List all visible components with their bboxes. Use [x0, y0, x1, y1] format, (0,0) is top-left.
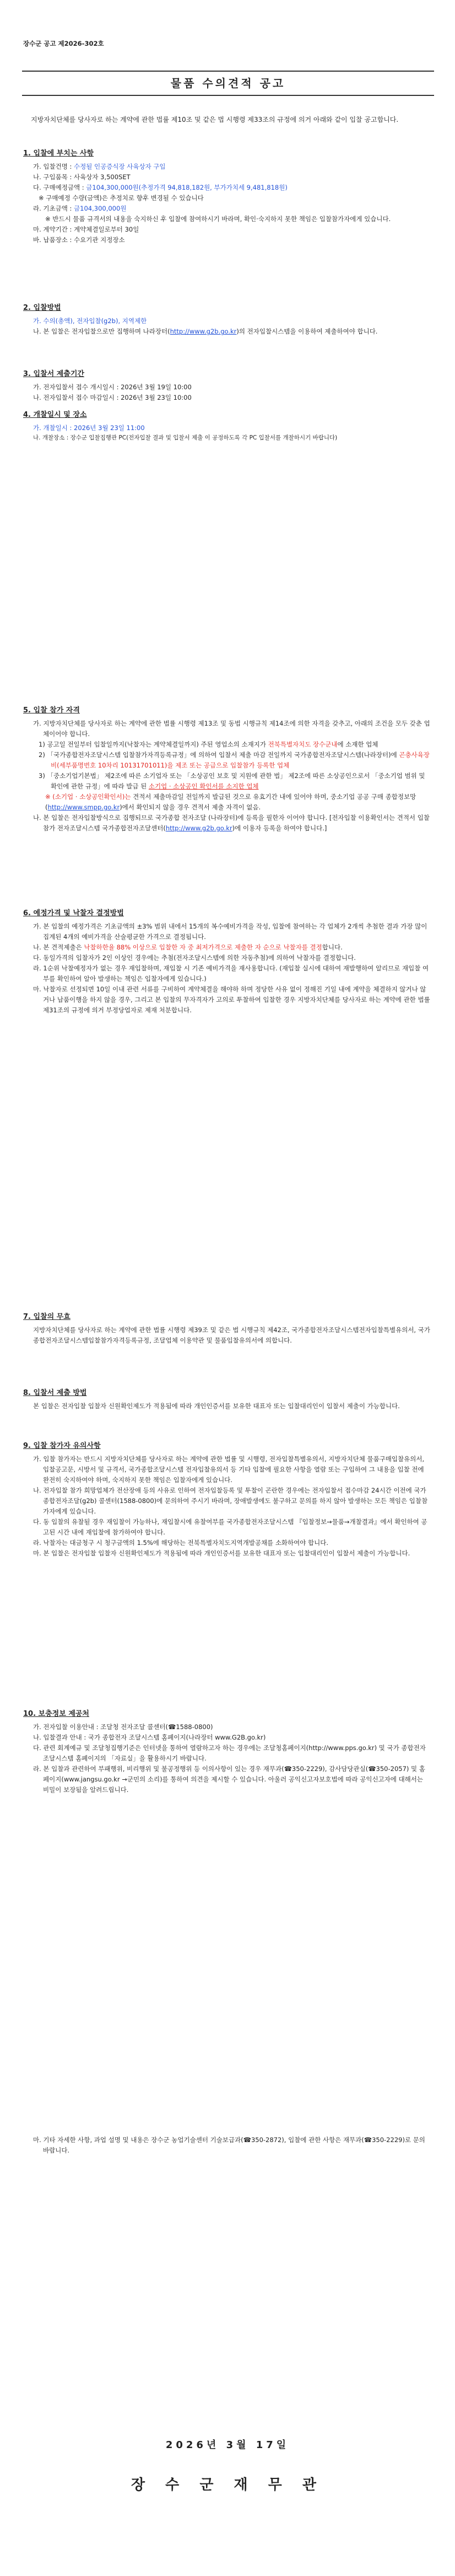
section-heading: 7. 입찰의 무효 [23, 1313, 71, 1321]
section-info-sources [23, 1708, 431, 1795]
price-na: 나. 본 견적제출은 낙찰하한율 88% 이상으로 입찰한 자 중 최저가격으로 제출한 자 순으로 낙찰자를 결정합니다. [33, 943, 343, 952]
info-na: 나. 입찰결과 안내 : 국가 종합전자 조달시스템 홈페이지(나라장터 www.G2B.go.kr) [33, 1734, 266, 1742]
section-heading: 3. 입찰서 제출기간 [23, 370, 84, 378]
section-bidding-items [23, 148, 431, 245]
submission-end: 나. 전자입찰서 접수 마감일시 : 2026년 3월 23일 10:00 [33, 394, 192, 402]
qual-sub3-note: ※ (소기업 · 소상공인확인서)는 견적서 제출마감일 전일까지 발급된 것으로 유효기간 내에 있어야 하며, 중소기업 공공 구매 종합정보망(http://www.smpp.go.kr)에서 확인되지 않을 경우 견적서 제출 자격이 없음. [45, 793, 416, 812]
intro-paragraph [23, 115, 431, 126]
intro-text: 지방자치단체를 당사자로 하는 계약에 관한 법률 제10조 및 같은 법 시행령 제33조의 규정에 의거 아래와 같이 입찰 공고합니다. [31, 116, 399, 124]
section-heading: 8. 입찰서 제출 방법 [23, 1389, 87, 1397]
bid-system: 나. 본 입찰은 전자입찰으로만 집행하며 나라장터(http://www.g2b.go.kr)의 전자입찰시스템을 이용하여 제출하여야 합니다. [33, 328, 378, 336]
section-heading: 1. 입찰에 부치는 사항 [23, 149, 94, 158]
item-budget: 다. 구매예정금액 : 금104,300,000원(추정가격 94,818,182원, 부가가치세 9,481,818원) [33, 184, 288, 192]
section-contact [23, 2135, 431, 2156]
info-da: 다. 관련 회계예규 및 조달청집행기준은 인터넷을 통하여 열람하고자 하는 경우에는 조달청홈페이지(http://www.pps.go.kr) 및 국가 종합전자 조달시스템 홈페이지의 「자료실」을 활용하시기 바랍니다. [33, 1744, 426, 1763]
section-bid-method [23, 302, 431, 337]
smpp-link[interactable]: http://www.smpp.go.kr [47, 803, 120, 812]
section-heading: 6. 예정가격 및 낙찰자 결정방법 [23, 909, 124, 917]
item-budget-note: ※ 구매예정 수량(금액)은 추정치로 향후 변경될 수 있습니다 [39, 194, 204, 202]
item-products: 나. 구입품목 : 사육상자 3,500SET [33, 173, 131, 181]
section-heading: 2. 입찰방법 [23, 304, 61, 312]
price-ra: 라. 1순위 낙찰예정자가 없는 경우 재입찰하며, 재입찰 시 기존 예비가격을 재사용합니다. (재입찰 실시에 대하여 재발행하여 알리므로 재입찰 여부를 확인하여 알아 발생하는 책임은 입찰자에게 있습니다.) [33, 964, 429, 983]
info-ga: 가. 전자입찰 이용안내 : 조달청 전자조달 콜센터(☎1588-0800) [33, 1723, 213, 1731]
submission-body: 본 입찰은 전자입찰 입찰자 신원확인제도가 적용됨에 따라 개인인증서를 보유한 대표자 또는 입찰대리인이 입찰서 제출이 가능합니다. [33, 1402, 400, 1410]
spec-note: ※ 반드시 물품 규격서의 내용을 숙지하신 후 입찰에 참여하시기 바라며, 확인·숙지하지 못한 책임은 입찰참가자에게 있습니다. [45, 215, 391, 223]
price-ma: 마. 낙찰자로 선정되면 10일 이내 관련 서류를 구비하여 계약체결을 해야하 하며 정당한 사유 없이 정해진 기일 내에 계약을 체결하지 않거나 않거나 납품이행을 하지 않을 경우, 그리고 본 입찰의 무자격자가 고의로 투찰하여 입찰한 경우 지방자치단체를 당사자로 하는 계약에 관한 법률 제31조의 규정에 의거 부정당업자로 제재 처분합니다. [33, 985, 430, 1015]
caution-ga: 가. 입찰 참가자는 반드시 지방자치단체를 당사자로 하는 계약에 관한 법률 및 시행령, 전자입찰특별유의서, 지방자치단체 물품구매입찰유의서, 입찰공고문, 시방서 및 규격서, 국가종합조달시스템 전자입찰유의서 등 기타 입찰에 필요한 사항을 열람 또는 구입하여 그 내용을 입찰 전에 완전히 숙지하여야 하며, 숙지하지 못한 책임은 입찰자에게 있습니다. [33, 1455, 425, 1484]
caution-ma: 마. 본 입찰은 전자입찰 입찰자 신원확인제도가 적용됨에 따라 개인인증서를 보유한 대표자 또는 입찰대리인이 입찰서 제출이 가능합니다. [33, 1549, 410, 1558]
price-da: 다. 동일가격의 입찰자가 2인 이상인 경우에는 추첨(전자조달시스템에 의한 자동추첨)에 의하여 낙찰자를 결정합니다. [33, 954, 356, 962]
notice-number: 장수군 공고 제2026-302호 [23, 40, 104, 47]
qual-sub3: 3) 「중소기업기본법」 제2조에 따른 소기업자 또는 「소상공인 보호 및 지원에 관한 법」 제2조에 따른 소상공인으로서 「중소기업 범위 및 확인에 관한 규정」에 따라 발급 된 소기업 · 소상공인 확인서를 소지한 업체 [39, 772, 425, 791]
section-heading: 10. 보충정보 제공처 [23, 1710, 89, 1718]
caution-da: 다. 동 입찰의 유찰될 경우 재입찰이 가능하나, 재입찰시에 유찰여부를 국가종합전자조달시스템 『입찰정보→물품→개찰결과』에서 확인하여 공고된 시간 내에 재입찰에 참가하여야 합니다. [33, 1518, 427, 1537]
invalid-body: 지방자치단체를 당사자로 하는 계약에 관한 법률 시행령 제39조 및 같은 법 시행규칙 제42조, 국가종합전자조달시스템전자입찰특별유의서, 국가종합전자조달시스템입찰참가자격등록규정, 조달업체 이용약관 및 물품입찰유의서에 의합니다. [33, 1326, 430, 1345]
qual-sub1: 1) 공고일 전일부터 입찰일까지(낙찰자는 계약체결일까지) 주된 영업소의 소재지가 전북특별자치도 장수군내에 소재한 업체 [39, 740, 378, 749]
section-heading: 5. 입찰 참가 자격 [23, 706, 80, 715]
title-banner [22, 71, 434, 96]
section-qualification [23, 705, 431, 834]
price-ga: 가. 본 입찰의 예정가격은 기초금액의 ±3% 범위 내에서 15개의 복수예비가격을 작성, 입찰에 참여하는 각 업체가 2개씩 추첨한 결과 가장 많이 집계된 4개의 예비가격을 산술평균한 가격으로 결정됩니다. [33, 922, 427, 941]
opening-place: 나. 개찰장소 : 장수군 입찰집행관 PC(전자입찰 결과 및 입찰서 제출 이 공정하도록 각 PC 입찰서를 개찰하시기 바랍니다) [33, 434, 338, 442]
info-ra: 라. 본 입찰과 관련하여 부패행위, 비리행위 및 불공정행위 등 이의사항이 있는 경우 재무과(☎350-2229), 감사담당관실(☎350-2057) 및 홈페이지(www.jangsu.go.kr →군민의 소리)를 통하여 의견을 제시할 수 있습니다. 아울러 공익신고자보호법에 따라 공익신고자에 대해서는 비밀이 보장됨을 알려드립니다. [33, 1765, 425, 1794]
item-base-amount: 라. 기초금액 : 금104,300,000원 [33, 205, 127, 213]
g2b-link[interactable]: http://www.g2b.go.kr [170, 328, 237, 336]
contract-period: 마. 계약기간 : 계약체결일로부터 30일 [33, 226, 139, 234]
contact-body: 마. 기타 자세한 사항, 과업 설명 및 내용은 장수군 농업기술센터 기술보급과(☎350-2872), 입찰에 관한 사항은 재무과(☎350-2229)로 문의 바랍니다. [33, 2136, 425, 2154]
section-cautions [23, 1440, 431, 1559]
item-title: 가. 입찰건명 : 수정될 인공증식장 사육상자 구입 [33, 163, 166, 171]
qual-na: 나. 본 입찰은 전자입찰방식으로 집행되므로 국가종합 전자조달 (나라장터)에 등록을 필한자 이어야 합니다. [전자입찰 이용확인서는 견적서 입찰참가 전자조달시스템 국가종합전자조달센터(http://www.g2b.go.kr)에 이용자 등록을 하여야 합니다.] [33, 814, 430, 833]
section-invalid [23, 1311, 431, 1346]
submission-start: 가. 전자입찰서 접수 개시일시 : 2026년 3월 19일 10:00 [33, 383, 192, 391]
section-opening [23, 409, 431, 443]
issuer-signature: 장 수 군 재 무 관 [131, 2477, 324, 2493]
section-submission-method [23, 1387, 431, 1412]
page-title: 물품 수의견적 공고 [170, 77, 286, 90]
caution-ra: 라. 낙찰자는 대금청구 시 청구금액의 1.5%에 해당하는 전북특별자치도지역개발공채를 소화하여야 합니다. [33, 1539, 328, 1547]
notice-date: 2026년 3월 17일 [165, 2439, 290, 2451]
caution-na: 나. 전자입찰 참가 희망업체가 전산장애 등의 사유로 인하여 전자입찰등록 및 투찰이 곤란한 경우에는 전자입찰서 접수마감 24시간 이전에 국가종합전자조달(g2b) 콜센터(1588-0800)에 문의하여 주시기 바라며, 장애발생에도 불구하고 문의를 하지 않아 발생하는 모든 책임은 입찰참가자에게 있습니다. [33, 1486, 428, 1516]
section-price-decision [23, 908, 431, 1016]
section-heading: 9. 입찰 참가자 유의사항 [23, 1442, 101, 1450]
section-submission-period [23, 368, 431, 403]
g2b-link[interactable]: http://www.g2b.go.kr [165, 824, 232, 833]
bid-type: 가. 수의(총액), 전자입찰(g2b), 지역제한 [33, 317, 147, 325]
delivery-place: 바. 납품장소 : 수요기관 지정장소 [33, 236, 125, 244]
section-heading: 4. 개찰일시 및 장소 [23, 411, 87, 419]
qual-sub2: 2) 「국가종합전자조달시스템 입찰참가자격등록규정」에 의하여 입찰서 제출 마감 전일까지 국가종합전자조달시스템(나라장터)에 곤충사육장비(세부품명번호 10차리 10131701011)을 제조 또는 공급으로 입찰참가 등록한 업체 [39, 751, 430, 770]
qual-ga: 가. 지방자치단체를 당사자로 하는 계약에 관한 법률 시행령 제13조 및 동법 시행규칙 제14조에 의한 자격을 갖추고, 아래의 조건을 모두 갖춘 업체이어야 합니다. [33, 720, 430, 738]
opening-datetime: 가. 개찰일시 : 2026년 3월 23일 11:00 [33, 424, 145, 432]
